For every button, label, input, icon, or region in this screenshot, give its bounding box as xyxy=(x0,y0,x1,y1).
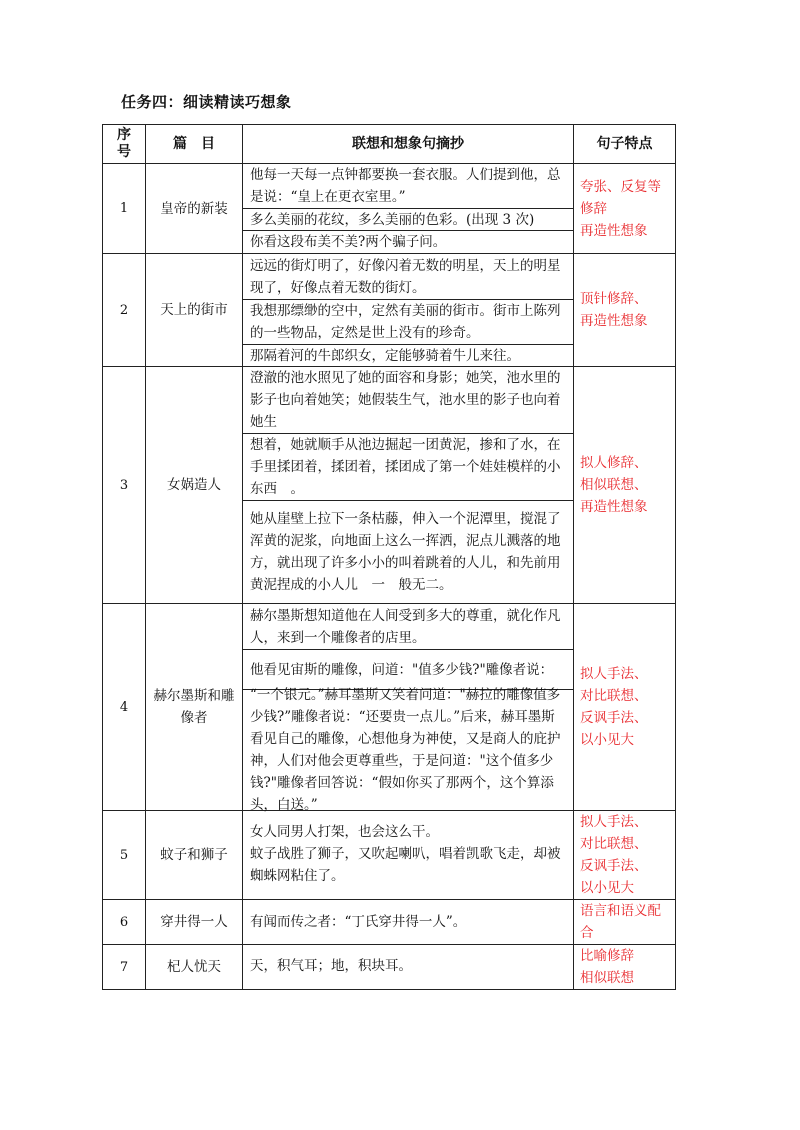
table-row xyxy=(103,164,676,254)
row-title: 皇帝的新装 xyxy=(146,164,243,254)
excerpt-item: 天，积气耳；地，积块耳。 xyxy=(250,958,412,974)
row-title: 蚊子和狮子 xyxy=(146,811,243,900)
excerpt-item: 他看见宙斯的雕像，问道："值多少钱?"雕像者说： xyxy=(243,649,573,689)
excerpt-item: 想着，她就顺手从池边掘起一团黄泥，掺和了水，在手里揉团着，揉团着，揉团成了第一个娃娃模样的小东西 。 xyxy=(243,433,573,500)
page-title: 任务四：细读精读巧想象 xyxy=(121,93,292,111)
row-excerpts xyxy=(243,604,574,811)
row-index: 2 xyxy=(103,254,146,367)
excerpt-item: 我想那缥缈的空中，定然有美丽的街市。街市上陈列的一些物品，定然是世上没有的珍奇。 xyxy=(243,299,573,344)
excerpt-item: 他每一天每一点钟都要换一套衣服。人们提到他，总是说：“皇上在更衣室里。” xyxy=(250,167,561,205)
row-feature: 夸张、反复等 修辞 再造性想象 xyxy=(574,164,676,254)
table-row xyxy=(103,900,676,945)
row-title: 赫尔墨斯和雕像者 xyxy=(146,604,243,811)
row-index: 6 xyxy=(103,900,146,945)
reading-table xyxy=(102,124,676,990)
row-feature: 语言和语义配 合 xyxy=(574,900,676,945)
row-title: 天上的街市 xyxy=(146,254,243,367)
header-excerpts: 联想和想象句摘抄 xyxy=(243,125,574,164)
excerpt-item: 澄澈的池水照见了她的面容和身影；她笑，池水里的影子也向着她笑；她假装生气，池水里的影子也向着她生 xyxy=(250,370,561,430)
row-excerpts xyxy=(243,811,574,900)
excerpt-item: 她从崖壁上拉下一条枯藤，伸入一个泥潭里，搅混了浑黄的泥浆，向地面上这么一挥洒，泥点儿溅落的地方，就出现了许多小小的叫着跳着的人儿，和先前用黄泥捏成的小人儿 一 般无二。 xyxy=(243,500,573,603)
row-title: 穿井得一人 xyxy=(146,900,243,945)
row-excerpts xyxy=(243,254,574,367)
header-title: 篇 目 xyxy=(146,125,243,164)
table-row xyxy=(103,945,676,990)
row-index: 7 xyxy=(103,945,146,990)
row-index: 5 xyxy=(103,811,146,900)
excerpt-item: 有闻而传之者：“丁氏穿井得一人”。 xyxy=(250,913,467,930)
row-excerpts xyxy=(243,164,574,254)
row-excerpts xyxy=(243,945,574,990)
row-feature: 拟人修辞、 相似联想、 再造性想象 xyxy=(574,367,676,604)
row-title: 女娲造人 xyxy=(146,367,243,604)
excerpt-item: 远远的街灯明了，好像闪着无数的明星，天上的明星现了，好像点着无数的街灯。 xyxy=(250,257,561,296)
table-row xyxy=(103,811,676,900)
excerpt-item: 女人同男人打架，也会这么干。 蚊子战胜了狮子，又吹起喇叭，唱着凯歌飞走，却被蜘蛛网粘住了。 xyxy=(250,823,561,884)
table-row xyxy=(103,604,676,811)
row-title: 杞人忧天 xyxy=(146,945,243,990)
header-features: 句子特点 xyxy=(574,125,676,164)
excerpt-item: 赫尔墨斯想知道他在人间受到多大的尊重，就化作凡人，来到一个雕像者的店里。 xyxy=(250,607,561,646)
row-index: 4 xyxy=(103,604,146,811)
header-index: 序号 xyxy=(103,125,146,164)
table-row xyxy=(103,367,676,604)
row-feature: 顶针修辞、 再造性想象 xyxy=(574,254,676,367)
excerpt-item: 你看这段布美不美?两个骗子问。 xyxy=(243,230,573,253)
row-excerpts xyxy=(243,367,574,604)
row-index: 3 xyxy=(103,367,146,604)
excerpt-item: 那隔着河的牛郎织女，定能够骑着牛儿来往。 xyxy=(243,344,573,366)
table-header-row xyxy=(103,125,676,164)
row-index: 1 xyxy=(103,164,146,254)
row-feature: 拟人手法、 对比联想、 反讽手法、 以小见大 xyxy=(574,811,676,900)
row-excerpts xyxy=(243,900,574,945)
excerpt-item: 多么美丽的花纹，多么美丽的色彩。(出现 3 次) xyxy=(243,208,573,230)
row-feature: 拟人手法、 对比联想、 反讽手法、 以小见大 xyxy=(574,604,676,811)
table-row xyxy=(103,254,676,367)
excerpt-item: “一个银元。”赫耳墨斯又笑着问道："赫拉的雕像值多少钱?”雕像者说：“还要贵一点儿。”后来，赫耳墨斯看见自己的雕像，心想他身为神使，又是商人的庇护神，人们对他会更尊重些，于是问道："这个值多少钱?"雕像者回答说：“假如你买了那两个，这个算添头，白送。” xyxy=(243,689,573,810)
row-feature: 比喻修辞 相似联想 xyxy=(574,945,676,990)
